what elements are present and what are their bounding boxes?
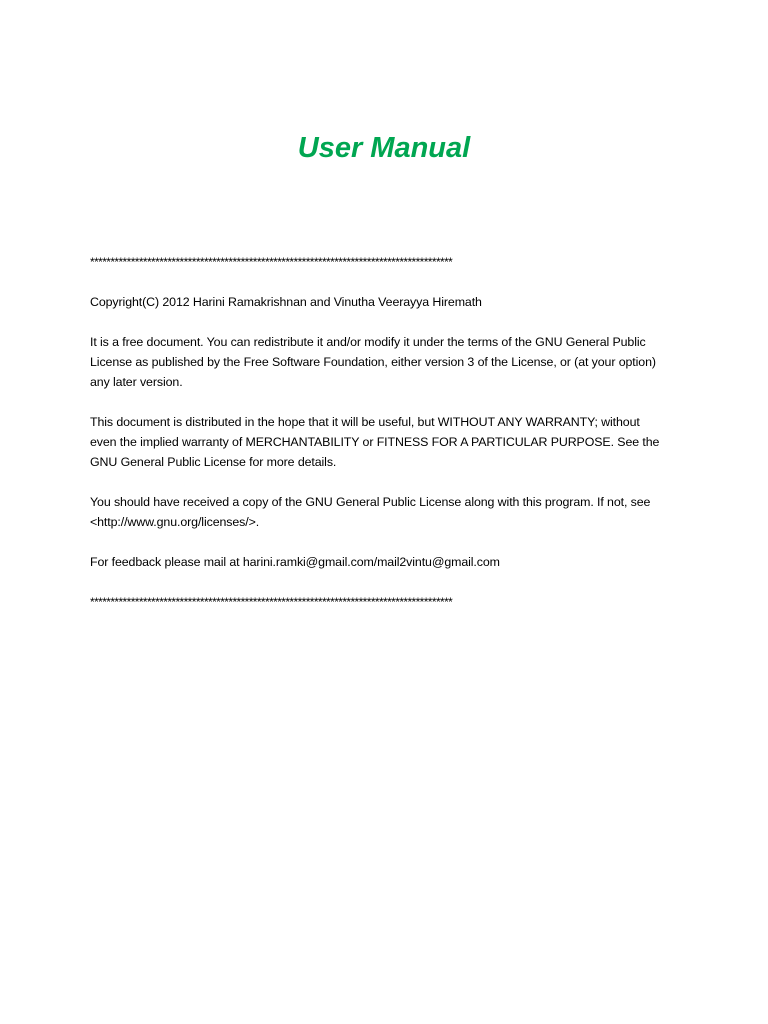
license-line: License as published by the Free Software Foundation, either version 3 of the License, or (at your option) bbox=[90, 355, 656, 369]
document-title: User Manual bbox=[297, 132, 471, 164]
copy-line: <http://www.gnu.org/licenses/>. bbox=[90, 515, 260, 529]
feedback-paragraph bbox=[90, 552, 694, 572]
warranty-line: GNU General Public License for more details. bbox=[90, 455, 337, 469]
copy-line: You should have received a copy of the GNU General Public License along with this program. If not, see bbox=[90, 495, 651, 509]
copyright-line bbox=[90, 292, 694, 312]
license-paragraph bbox=[90, 332, 694, 392]
copy-paragraph bbox=[90, 492, 694, 532]
warranty-line: This document is distributed in the hope that it will be useful, but WITHOUT ANY WARRANTY; without bbox=[90, 415, 640, 429]
feedback-text: For feedback please mail at harini.ramki@gmail.com/mail2vintu@gmail.com bbox=[90, 555, 500, 569]
license-line: any later version. bbox=[90, 375, 183, 389]
warranty-paragraph bbox=[90, 412, 694, 472]
license-line: It is a free document. You can redistribute it and/or modify it under the terms of the GNU General Public bbox=[90, 335, 646, 349]
bottom-separator: ***************************************************************************************** bbox=[90, 595, 453, 609]
warranty-line: even the implied warranty of MERCHANTABILITY or FITNESS FOR A PARTICULAR PURPOSE. See the bbox=[90, 435, 660, 449]
copyright-text: Copyright(C) 2012 Harini Ramakrishnan and Vinutha Veerayya Hiremath bbox=[90, 295, 482, 309]
document-body bbox=[90, 252, 694, 612]
top-separator: ***************************************************************************************** bbox=[90, 255, 453, 269]
